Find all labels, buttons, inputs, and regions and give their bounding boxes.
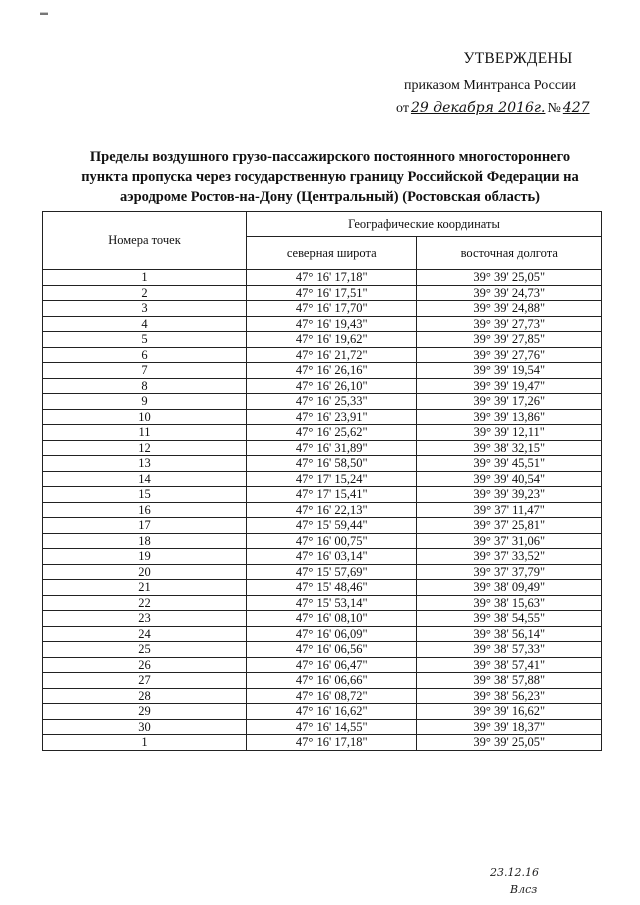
- latitude-cell: 47° 15' 59,44": [247, 518, 417, 534]
- point-number-cell: 16: [43, 502, 247, 518]
- latitude-cell: 47° 17' 15,24": [247, 471, 417, 487]
- latitude-cell: 47° 16' 14,55": [247, 719, 417, 735]
- table-row: [43, 270, 602, 286]
- table-row: [43, 378, 602, 394]
- latitude-cell: 47° 16' 17,70": [247, 301, 417, 317]
- point-number-cell: 24: [43, 626, 247, 642]
- longitude-cell: 39° 39' 18,37": [417, 719, 602, 735]
- longitude-cell: 39° 38' 57,41": [417, 657, 602, 673]
- approval-block: [396, 50, 616, 117]
- header-point-numbers: Номера точек: [43, 212, 247, 270]
- table-body: [43, 270, 602, 751]
- title-line-2: пункта пропуска через государственную границу Российской Федерации на: [81, 169, 579, 185]
- point-number-cell: 14: [43, 471, 247, 487]
- latitude-cell: 47° 16' 25,62": [247, 425, 417, 441]
- longitude-cell: 39° 39' 19,47": [417, 378, 602, 394]
- point-number-cell: 27: [43, 673, 247, 689]
- latitude-cell: 47° 16' 17,51": [247, 285, 417, 301]
- longitude-cell: 39° 37' 33,52": [417, 549, 602, 565]
- longitude-cell: 39° 38' 57,33": [417, 642, 602, 658]
- point-number-cell: 9: [43, 394, 247, 410]
- point-number-cell: 22: [43, 595, 247, 611]
- latitude-cell: 47° 16' 06,56": [247, 642, 417, 658]
- latitude-cell: 47° 16' 58,50": [247, 456, 417, 472]
- longitude-cell: 39° 39' 27,85": [417, 332, 602, 348]
- longitude-cell: 39° 37' 31,06": [417, 533, 602, 549]
- longitude-cell: 39° 39' 27,73": [417, 316, 602, 332]
- longitude-cell: 39° 39' 45,51": [417, 456, 602, 472]
- longitude-cell: 39° 38' 56,23": [417, 688, 602, 704]
- latitude-cell: 47° 15' 48,46": [247, 580, 417, 596]
- latitude-cell: 47° 16' 19,43": [247, 316, 417, 332]
- longitude-cell: 39° 39' 24,88": [417, 301, 602, 317]
- table-row: [43, 456, 602, 472]
- table-row: [43, 518, 602, 534]
- point-number-cell: 29: [43, 704, 247, 720]
- latitude-cell: 47° 16' 06,66": [247, 673, 417, 689]
- header-north-latitude: северная широта: [247, 237, 417, 270]
- table-row: [43, 301, 602, 317]
- point-number-cell: 11: [43, 425, 247, 441]
- point-number-cell: 12: [43, 440, 247, 456]
- longitude-cell: 39° 39' 27,76": [417, 347, 602, 363]
- scan-mark: ▬: [40, 8, 48, 17]
- coordinates-table: [42, 211, 602, 751]
- approval-title: УТВЕРЖДЕНЫ: [463, 50, 573, 67]
- point-number-cell: 4: [43, 316, 247, 332]
- longitude-cell: 39° 38' 54,55": [417, 611, 602, 627]
- latitude-cell: 47° 16' 17,18": [247, 735, 417, 751]
- table-row: [43, 332, 602, 348]
- latitude-cell: 47° 16' 06,09": [247, 626, 417, 642]
- latitude-cell: 47° 16' 06,47": [247, 657, 417, 673]
- point-number-cell: 6: [43, 347, 247, 363]
- point-number-cell: 5: [43, 332, 247, 348]
- point-number-cell: 15: [43, 487, 247, 503]
- table-row: [43, 673, 602, 689]
- longitude-cell: 39° 38' 15,63": [417, 595, 602, 611]
- table-row: [43, 595, 602, 611]
- table-row: [43, 704, 602, 720]
- approval-number-handwritten: 427: [562, 100, 590, 116]
- title-line-1: Пределы воздушного грузо-пассажирского постоянного многостороннего: [89, 149, 571, 165]
- approval-order-line: приказом Минтранса России: [404, 78, 577, 93]
- latitude-cell: 47° 16' 08,72": [247, 688, 417, 704]
- longitude-cell: 39° 39' 17,26": [417, 394, 602, 410]
- table-row: [43, 626, 602, 642]
- latitude-cell: 47° 15' 57,69": [247, 564, 417, 580]
- longitude-cell: 39° 39' 25,05": [417, 270, 602, 286]
- footer-handwritten: [490, 866, 539, 896]
- document-title: [60, 147, 600, 207]
- approval-from-prefix: от: [396, 101, 409, 116]
- latitude-cell: 47° 16' 16,62": [247, 704, 417, 720]
- table-row: [43, 580, 602, 596]
- table-row: [43, 285, 602, 301]
- latitude-cell: 47° 16' 21,72": [247, 347, 417, 363]
- longitude-cell: 39° 37' 37,79": [417, 564, 602, 580]
- longitude-cell: 39° 39' 40,54": [417, 471, 602, 487]
- point-number-cell: 17: [43, 518, 247, 534]
- latitude-cell: 47° 16' 31,89": [247, 440, 417, 456]
- longitude-cell: 39° 39' 12,11": [417, 425, 602, 441]
- latitude-cell: 47° 16' 00,75": [247, 533, 417, 549]
- longitude-cell: 39° 38' 56,14": [417, 626, 602, 642]
- longitude-cell: 39° 38' 09,49": [417, 580, 602, 596]
- point-number-cell: 25: [43, 642, 247, 658]
- point-number-cell: 23: [43, 611, 247, 627]
- point-number-cell: 10: [43, 409, 247, 425]
- point-number-cell: 3: [43, 301, 247, 317]
- table-row: [43, 611, 602, 627]
- latitude-cell: 47° 17' 15,41": [247, 487, 417, 503]
- table-row: [43, 425, 602, 441]
- latitude-cell: 47° 16' 08,10": [247, 611, 417, 627]
- table-row: [43, 471, 602, 487]
- table-row: [43, 394, 602, 410]
- point-number-cell: 18: [43, 533, 247, 549]
- point-number-cell: 2: [43, 285, 247, 301]
- point-number-cell: 1: [43, 270, 247, 286]
- longitude-cell: 39° 38' 57,88": [417, 673, 602, 689]
- point-number-cell: 28: [43, 688, 247, 704]
- latitude-cell: 47° 16' 03,14": [247, 549, 417, 565]
- longitude-cell: 39° 39' 39,23": [417, 487, 602, 503]
- table-row: [43, 564, 602, 580]
- approval-number-sign: №: [547, 101, 561, 116]
- longitude-cell: 39° 37' 11,47": [417, 502, 602, 518]
- point-number-cell: 26: [43, 657, 247, 673]
- point-number-cell: 1: [43, 735, 247, 751]
- latitude-cell: 47° 15' 53,14": [247, 595, 417, 611]
- latitude-cell: 47° 16' 19,62": [247, 332, 417, 348]
- footer-initials-handwritten: Влсз: [510, 883, 538, 896]
- longitude-cell: 39° 39' 24,73": [417, 285, 602, 301]
- point-number-cell: 30: [43, 719, 247, 735]
- point-number-cell: 19: [43, 549, 247, 565]
- header-geo-coordinates: Географические координаты: [247, 212, 602, 237]
- table-row: [43, 502, 602, 518]
- longitude-cell: 39° 38' 32,15": [417, 440, 602, 456]
- point-number-cell: 7: [43, 363, 247, 379]
- title-line-3: аэродроме Ростов-на-Дону (Центральный) (Ростовская область): [120, 189, 540, 205]
- latitude-cell: 47° 16' 25,33": [247, 394, 417, 410]
- longitude-cell: 39° 39' 16,62": [417, 704, 602, 720]
- point-number-cell: 13: [43, 456, 247, 472]
- footer-date-handwritten: 23.12.16: [490, 866, 539, 879]
- table-row: [43, 409, 602, 425]
- latitude-cell: 47° 16' 17,18": [247, 270, 417, 286]
- table-row: [43, 642, 602, 658]
- latitude-cell: 47° 16' 26,16": [247, 363, 417, 379]
- approval-date-handwritten: 29 декабря 2016г.: [410, 100, 546, 116]
- table-row: [43, 688, 602, 704]
- longitude-cell: 39° 37' 25,81": [417, 518, 602, 534]
- latitude-cell: 47° 16' 23,91": [247, 409, 417, 425]
- table-row: [43, 735, 602, 751]
- header-east-longitude: восточная долгота: [417, 237, 602, 270]
- table-row: [43, 549, 602, 565]
- longitude-cell: 39° 39' 19,54": [417, 363, 602, 379]
- table-row: [43, 657, 602, 673]
- table-row: [43, 316, 602, 332]
- latitude-cell: 47° 16' 22,13": [247, 502, 417, 518]
- table-row: [43, 363, 602, 379]
- point-number-cell: 20: [43, 564, 247, 580]
- point-number-cell: 21: [43, 580, 247, 596]
- table-row: [43, 533, 602, 549]
- longitude-cell: 39° 39' 13,86": [417, 409, 602, 425]
- latitude-cell: 47° 16' 26,10": [247, 378, 417, 394]
- longitude-cell: 39° 39' 25,05": [417, 735, 602, 751]
- table-row: [43, 440, 602, 456]
- table-row: [43, 719, 602, 735]
- table-row: [43, 347, 602, 363]
- approval-date-number: [396, 100, 616, 117]
- point-number-cell: 8: [43, 378, 247, 394]
- table-row: [43, 487, 602, 503]
